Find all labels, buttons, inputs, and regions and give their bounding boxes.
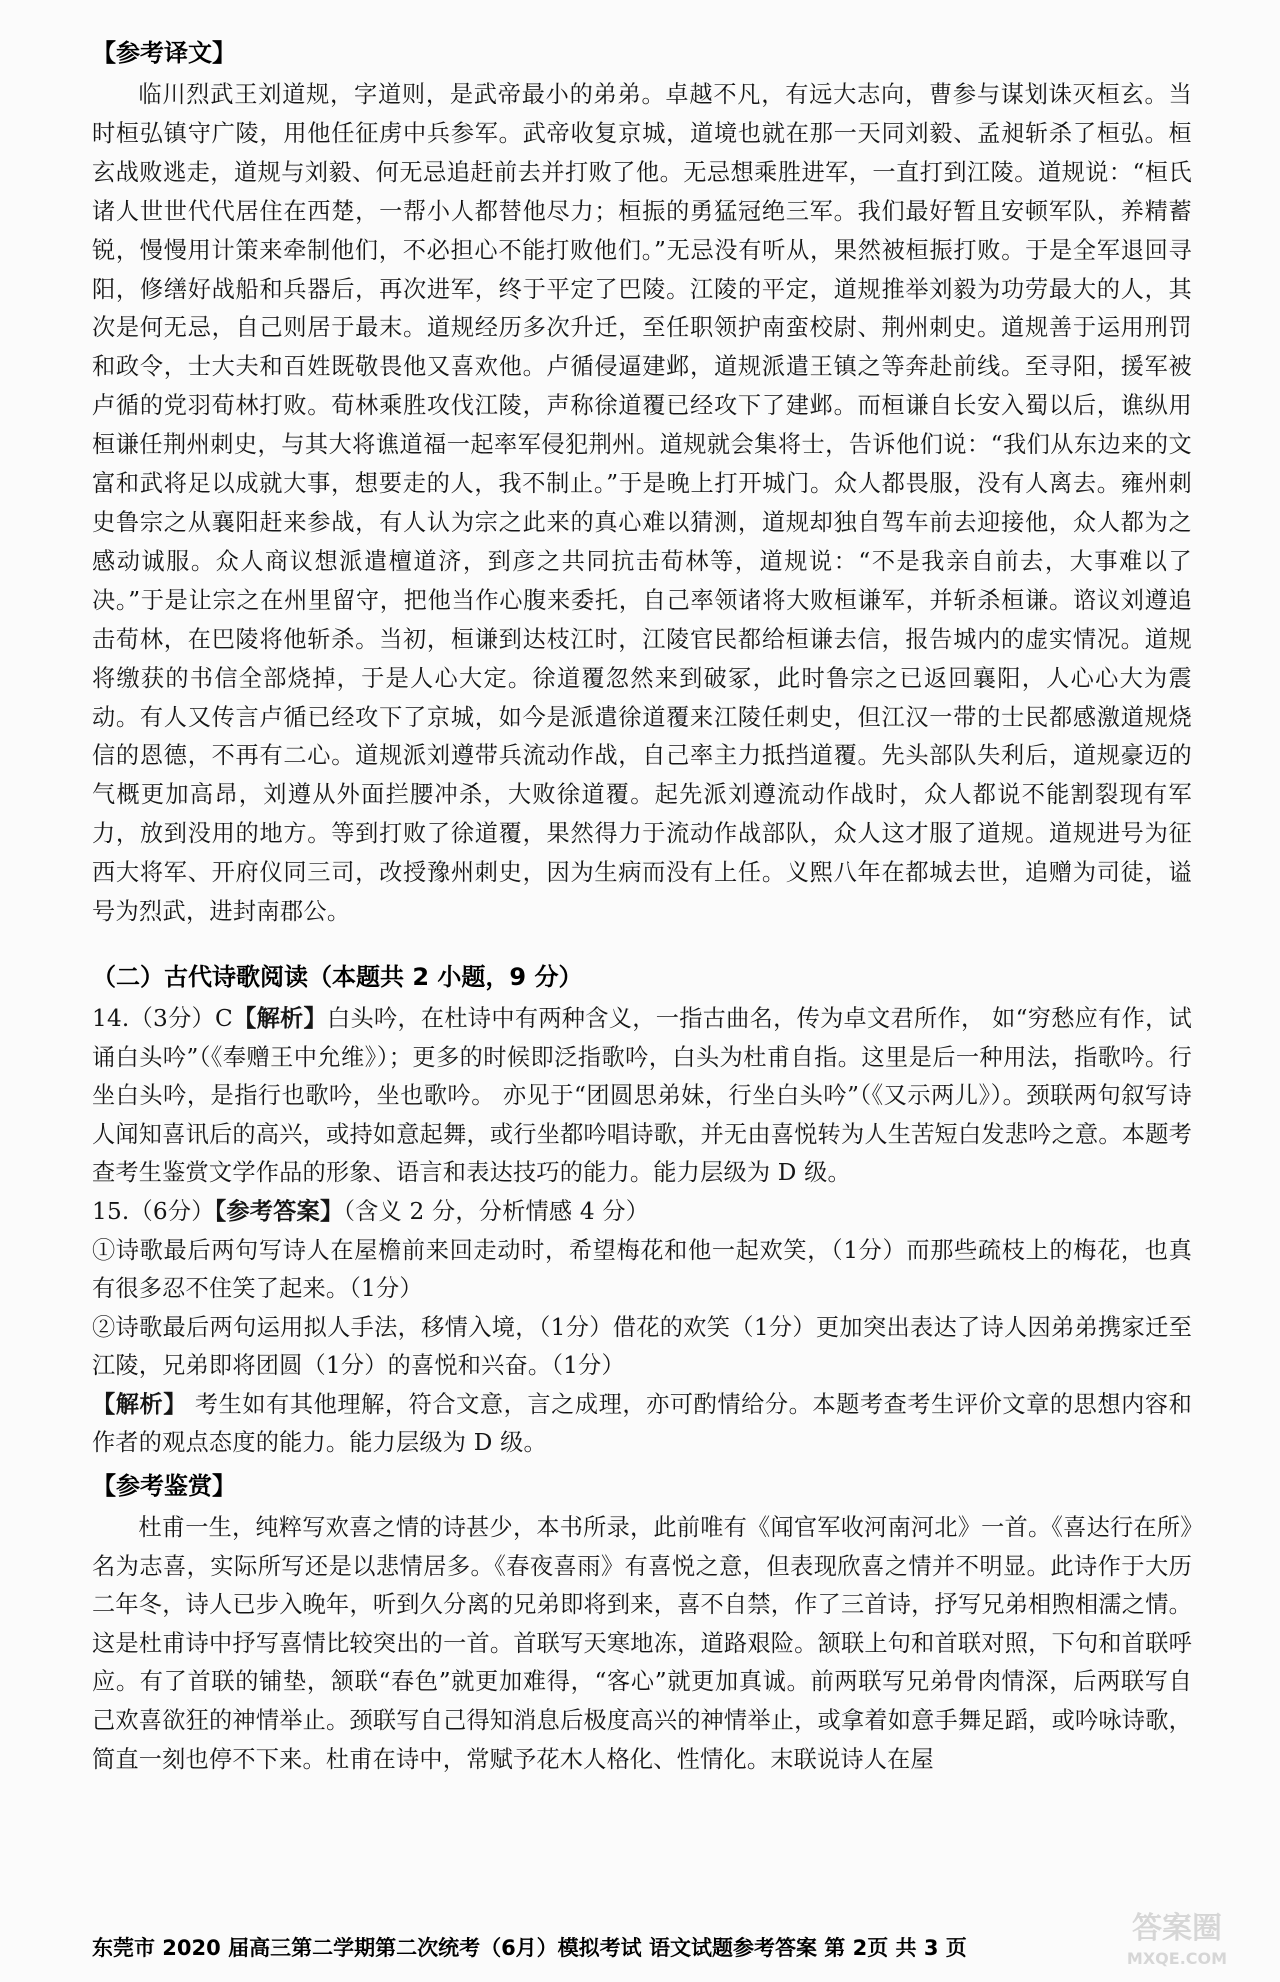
q14-number: 14. [92, 1004, 130, 1032]
q15-point-1: ①诗歌最后两句写诗人在屋檐前来回走动时，希望梅花和他一起欢笑，（1分）而那些疏枝上的梅花，也真有很多忍不住笑了起来。（1分） [92, 1236, 1192, 1303]
question-14 [92, 1000, 1192, 1193]
translation-section [92, 30, 1192, 932]
watermark-line-2: MXQE.COM [1126, 1949, 1228, 1968]
q14-tag: 【解析】 [233, 1004, 328, 1032]
q15-score: （6分） [129, 1197, 215, 1225]
q15-number: 15. [92, 1197, 130, 1225]
appreciation-heading: 【参考鉴赏】 [92, 1472, 236, 1501]
translation-heading: 【参考译文】 [92, 39, 236, 67]
question-15 [92, 1193, 1192, 1232]
q15-analysis-tag: 【解析】 [92, 1390, 187, 1418]
q14-score: （3分）C [129, 1004, 233, 1032]
poetry-section-title: （二）古代诗歌阅读（本题共 2 小题，9 分） [92, 962, 583, 991]
q15-note: （含义 2 分，分析情感 4 分） [343, 1197, 650, 1225]
translation-paragraph: 临川烈武王刘道规，字道则，是武帝最小的弟弟。卓越不凡，有远大志向，曹参与谋划诛灭桓玄。当时桓弘镇守广陵，用他任征虏中兵参军。武帝收复京城，道境也就在那一天同刘毅、孟昶斩杀了桓弘。桓玄战败逃走，道规与刘毅、何无忌追赶前去并打败了他。无忌想乘胜进军，一直打到江陵。道规说：“桓氏诸人世世代代居住在西楚，一帮小人都替他尽力；桓振的勇猛冠绝三军。我们最好暂且安顿军队，养精蓄锐，慢慢用计策来牵制他们，不必担心不能打败他们。”无忌没有听从，果然被桓振打败。于是全军退回寻阳，修缮好战船和兵器后，再次进军，终于平定了巴陵。江陵的平定，道规推举刘毅为功劳最大的人，其次是何无忌，自己则居于最末。道规经历多次升迁，至任职领护南蛮校尉、荆州刺史。道规善于运用刑罚和政令，士大夫和百姓既敬畏他又喜欢他。卢循侵逼建邺，道规派遣王镇之等奔赴前线。至寻阳，援军被卢循的党羽荀林打败。荀林乘胜攻伐江陵，声称徐道覆已经攻下了建邺。而桓谦自长安入蜀以后，谯纵用桓谦任荆州刺史，与其大将谯道福一起率军侵犯荆州。道规就会集将士，告诉他们说：“我们从东边来的文富和武将足以成就大事，想要走的人，我不制止。”于是晚上打开城门。众人都畏服，没有人离去。雍州刺史鲁宗之从襄阳赶来参战，有人认为宗之此来的真心难以猜测，道规却独自驾车前去迎接他，众人都为之感动诚服。众人商议想派遣檀道济，到彦之共同抗击荀林等，道规说：“不是我亲自前去，大事难以了决。”于是让宗之在州里留守，把他当作心腹来委托，自己率领诸将大败桓谦军，并斩杀桓谦。谘议刘遵追击荀林，在巴陵将他斩杀。当初，桓谦到达枝江时，江陵官民都给桓谦去信，报告城内的虚实情况。道规将缴获的书信全部烧掉，于是人心大定。徐道覆忽然来到破冢，此时鲁宗之已返回襄阳，人心心大为震动。有人又传言卢循已经攻下了京城，如今是派遣徐道覆来江陵任刺史，但江汉一带的士民都感激道规烧信的恩德，不再有二心。道规派刘遵带兵流动作战，自己率主力抵挡道覆。先头部队失利后，道规豪迈的气概更加高昂，刘遵从外面拦腰冲杀，大败徐道覆。起先派刘遵流动作战时，众人都说不能割裂现有军力，放到没用的地方。等到打败了徐道覆，果然得力于流动作战部队，众人这才服了道规。道规进号为征西大将军、开府仪同三司，改授豫州刺史，因为生病而没有上任。义熙八年在都城去世，追赠为司徒，谥号为烈武，进封南郡公。 [92, 81, 1192, 926]
q15-point-2: ②诗歌最后两句运用拟人手法，移情入境，（1分）借花的欢笑（1分）更加突出表达了诗人因弟弟携家迁至江陵，兄弟即将团圆（1分）的喜悦和兴奋。（1分） [92, 1313, 1192, 1380]
q15-tag: 【参考答案】 [214, 1197, 344, 1225]
appreciation-paragraph: 杜甫一生，纯粹写欢喜之情的诗甚少，本书所录，此前唯有《闻官军收河南河北》一首。《喜达行在所》名为志喜，实际所写还是以悲情居多。《春夜喜雨》有喜悦之意，但表现欣喜之情并不明显。此诗作于大历二年冬，诗人已步入晚年，听到久分离的兄弟即将到来，喜不自禁，作了三首诗，抒写兄弟相煦相濡之情。这是杜甫诗中抒写喜情比较突出的一首。首联写天寒地冻，道路艰险。颔联上句和首联对照，下句和首联呼应。有了首联的铺垫，颔联“春色”就更加难得，“客心”就更加真诚。前两联写兄弟骨肉情深，后两联写自己欢喜欲狂的神情举止。颈联写自己得知消息后极度高兴的神情举止，或拿着如意手舞足蹈，或吟咏诗歌，简直一刻也停不下来。杜甫在诗中，常赋予花木人格化、性情化。末联说诗人在屋 [92, 1514, 1192, 1773]
watermark-logo [1092, 1902, 1262, 1972]
poetry-section [92, 954, 1192, 1779]
page-footer: 东莞市 2020 届高三第二学期第二次统考（6月）模拟考试 语文试题参考答案 第 2页 共 3 页 [92, 1936, 967, 1960]
q14-text: 白头吟，在杜诗中有两种含义，一指古曲名，传为卓文君所作， 如“穷愁应有作，试诵白头吟”（《奉赠王中允维》）；更多的时候即泛指歌吟，白头为杜甫自指。这里是后一种用法，指歌吟。行坐白头吟，是指行也歌吟，坐也歌吟。 亦见于“团圆思弟妹，行坐白头吟”（《又示两儿》）。颈联两句叙写诗人闻知喜讯后的高兴，或持如意起舞，或行坐都吟唱诗歌，并无由喜悦转为人生苦短白发悲吟之意。本题考查考生鉴赏文学作品的形象、语言和表达技巧的能力。能力层级为 D 级。 [92, 1004, 1192, 1187]
watermark-line-1: 答案圈 [1132, 1911, 1222, 1946]
q15-analysis-text: 考生如有其他理解，符合文意，言之成理，亦可酌情给分。本题考查考生评价文章的思想内容和作者的观点态度的能力。能力层级为 D 级。 [92, 1390, 1192, 1457]
q15-analysis [92, 1386, 1192, 1463]
answer-page [92, 30, 1192, 1779]
